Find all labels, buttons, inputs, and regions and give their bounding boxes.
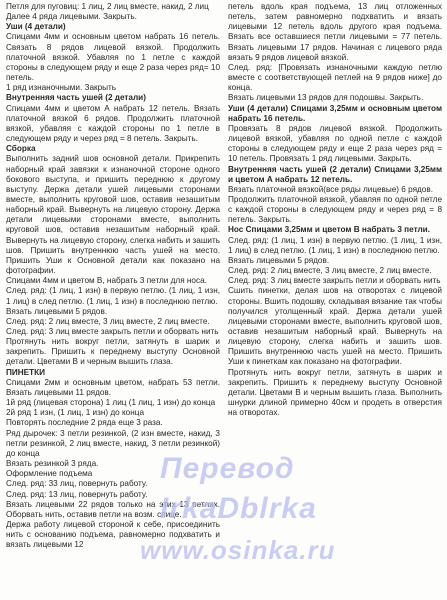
paragraph: Сшить пинетки, делая шов на отворотах с лицевой стороны. Вшить подошву, складывая вязание так чтобы получился утолщенный край. Держа детали ушей лицевыми сторонами вместе, выполнить круговой шов, оставив незашитым наборный край. Вывернуть на лицевую сторону, слегка набить и зашить шов. Пришить внутреннюю часть ушей на место. Пришить Уши к пинеткам как показано на фотографии. bbox=[228, 286, 442, 367]
paragraph: Держа работу лицевой стороной к себе, присоединить нить с основанию подъема, равномерно подхватить и вязать лицевыми 12 bbox=[6, 519, 220, 550]
watermark-translation: Перевод bbox=[160, 452, 295, 485]
paragraph: След. ряд: 3 лиц вместе закрыть петли и оборвать нить bbox=[228, 276, 441, 286]
paragraph: Выполнить задний шов основной детали. Прикрепить наборный край завязки к изнаночной стороне одного бокового выступа, и пришить переднюю к другому выступу. Держа детали ушей лицевыми сторонами вместе, выполнить круговой шов, оставив незашитым наборный край. Вывернуть на лицевую сторону. Держа детали лицевыми сторонами вместе, выполнить круговой шов, оставив незашитым наборный край. Вывернуть на лицевую сторону, слегка набить и зашить шов. Пришить внутреннюю часть ушей на место. Пришить Уши к Основной детали как показано на фотографии. bbox=[6, 154, 220, 276]
section-heading: Уши (4 детали) Спицами 3,25мм и основным цветом набрать 16 петель. bbox=[228, 103, 442, 123]
paragraph: Вязать лицевыми 5 рядов. bbox=[228, 255, 330, 265]
section-heading: Уши (4 детали) bbox=[6, 22, 66, 32]
section-heading: Сборка bbox=[6, 144, 36, 154]
paragraph: Вязать лицевыми 5 рядов. bbox=[6, 306, 108, 316]
paragraph: След. ряд: (1 лиц, 1 изн) в первую петлю. (1 лиц, 1 изн, 1 лиц) в след петлю. (1 лиц, 1 изн) в последнюю петлю. bbox=[6, 286, 220, 306]
paragraph: Протянуть нить вокруг петли, затянуть в шарик и закрепить. Пришить к переднему выступу Основной детали. Цветами В и черным вышить глаза. Выполнить шнурки длиной примерно 40см и продеть в отверстия на отворотах. bbox=[228, 367, 442, 418]
section-heading: Нос Спицами 3,25мм и цветом В набрать 3 петли. bbox=[228, 225, 430, 235]
paragraph: След. ряд: 13 лиц, повернуть работу. bbox=[6, 489, 148, 499]
paragraph: Ряд дырочек: 3 петли резинкой, (2 изн вместе, накид, 3 петли резинкой, 2 лиц вместе, накид, 3 петли резинкой) до конца bbox=[6, 428, 220, 458]
paragraph: След. ряд: [Провязать изнаночными каждую петлю вместе с соответствующей петлей на 9 рядов ниже] до конца. bbox=[228, 62, 442, 93]
right-column bbox=[228, 2, 442, 418]
section-heading: Внутренняя часть ушей (2 детали) Спицами 3,25мм и цветом А набрать 12 петель. bbox=[228, 164, 442, 184]
paragraph: петель вдоль края подъема, 13 лиц отложенных петель, затем равномерно подхватить и вязать лицевыми 12 петель вдоль другого края подъема. Вязать все оставшиеся петли лицевыми = 77 петель. Вязать лицевыми 17 рядов. Начиная с лицевого ряда вязать 9 рядов лицевой вязкой. bbox=[228, 2, 442, 62]
paragraph: След. ряд: 2 лиц вместе, 3 лиц вместе, 2 лиц вместе. bbox=[228, 266, 432, 276]
paragraph: Продолжить платочной вязкой, убавляя по одной петле с каждой стороны в следующем ряду и через ряд = 8 петель. Закрыть. bbox=[228, 194, 442, 225]
paragraph: Спицами 2мм и основным цветом, набрать 53 петли. Вязать лицевыми 11 рядов. bbox=[6, 377, 220, 397]
paragraph: След. ряд: (1 лиц, 1 изн) в первую петлю. (1 лиц, 1 изн, 1 лиц) в след петлю. (1 лиц, 1 изн) в последнюю петлю. bbox=[228, 235, 442, 255]
paragraph: Петля для пуговиц: 1 лиц, 2 лиц вместе, накид, 2 лиц bbox=[6, 2, 209, 11]
paragraph: 1й ряд (лицевая сторона) 1 лиц (1 лиц, 1 изн) до конца bbox=[6, 398, 216, 408]
watermark-author: IrkaDblrka bbox=[160, 492, 317, 525]
paragraph: След. ряд: 3 лиц вместе закрыть петли и оборвать нить bbox=[6, 327, 219, 336]
paragraph: 1 ряд изнаночными. Закрыть bbox=[6, 83, 117, 93]
paragraph: След. ряд: 33 лиц, повернуть работу. bbox=[6, 479, 148, 489]
paragraph: Вязать платочной вязкой(все ряды лицевые) 6 рядов. bbox=[228, 184, 433, 194]
paragraph: Спицами 4мм и цветом А набрать 12 петель. Вязать платочной вязкой 6 рядов. Продолжить платочной вязкой, убавляя с каждой стороны по 1 петле в следующем ряду и через ряд = 8 петель. Закрыть. bbox=[6, 103, 220, 144]
paragraph: 2й ряд 1 изн, (1 лиц, 1 изн) до конца bbox=[6, 408, 144, 418]
paragraph: Спицами 4мм и основным цветом набрать 16 петель. Связать 8 рядов лицевой вязкой. Продолжить платочной вязкой. Убавляя по 1 петле с каждой стороны в следующем ряду и еще 2 раза через ряд= 10 петель. bbox=[6, 32, 220, 83]
paragraph: Повторять последние 2 ряда еще 3 раза. bbox=[6, 418, 163, 428]
paragraph: Вязать лицевыми 22 рядов только на этих 13 петлях. Оборвать нить, оставив петли на возм. спице. bbox=[6, 499, 220, 519]
paragraph: Оформление подъема bbox=[6, 469, 93, 479]
section-heading: ПИНЕТКИ bbox=[6, 367, 46, 377]
section-heading: Внутренняя часть ушей (2 детали) bbox=[6, 93, 146, 103]
paragraph: След. ряд: 2 лиц вместе, 3 лиц вместе, 2 лиц вместе. bbox=[6, 316, 210, 326]
paragraph: Вязать резинкой 3 ряда. bbox=[6, 459, 99, 469]
paragraph: Вязать лицевыми 13 рядов для подошвы. Закрыть. bbox=[228, 93, 424, 103]
watermark-site: www.osinka.ru bbox=[140, 535, 336, 565]
paragraph: Далее 4 ряда лицевыми. Закрыть. bbox=[6, 12, 137, 22]
paragraph: Протянуть нить вокруг петли, затянуть в шарик и закрепить. Пришить к переднему выступу Основной детали. Цветами В и черным вышить глаза. bbox=[6, 337, 220, 367]
paragraph: Спицами 4мм и цветом B, набрать 3 петли для носа. bbox=[6, 276, 207, 286]
paragraph: Провязать 8 рядов лицевой вязкой. Продолжить лицевой вязкой, убавляя по одной петле с каждой стороны в следующем ряду и еще 2 раза через ряд = 10 петель. Провязать 1 ряд лицевыми. Закрыть. bbox=[228, 123, 442, 164]
